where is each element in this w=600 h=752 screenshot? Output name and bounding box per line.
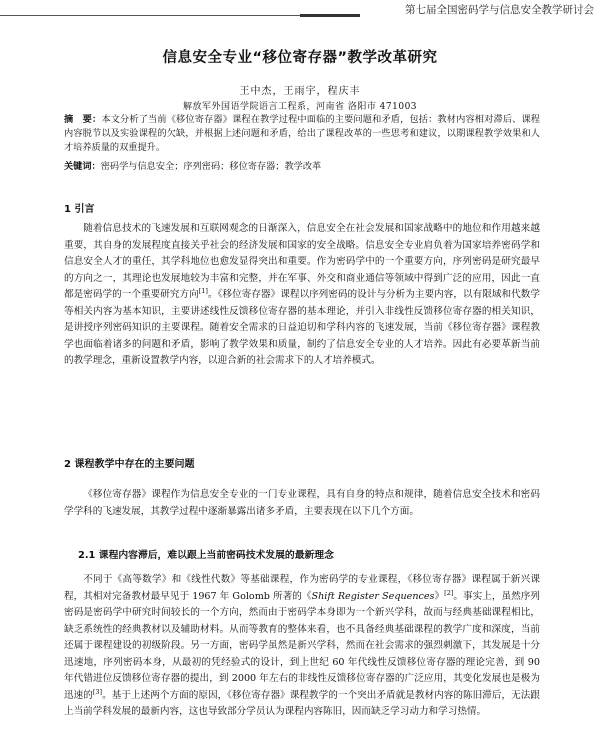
paper-authors: 王中杰，王雨宇，程庆丰 (239, 86, 361, 97)
abstract-label: 摘 要： (64, 114, 102, 125)
citation: [2] (444, 588, 454, 597)
citation: [3] (92, 687, 103, 696)
paragraph-text-cont: 。事实上，虽然序列密码是密码学中研究时间较长的一个方向，然而由于密码学本身即为一个新兴学科，故而与经典基础课程相比，缺乏系统性的经典教材以及辅助材料。从而等教育的整体来看，也不具备经典基础课程的教学广度和深度，当前还属于课程建设的初级阶段。另一方面，密码学虽然是新兴学科，然而在社会需求的强烈刺激下，其发展是十分迅速地，序列密码本身，从最初的凭经验式的设计，到上世纪 60 年代线性反馈移位寄存器的理论完善，到 90 年代错进位反馈移位寄存器的提出，到 2000 年左右的非线性反馈移位寄存器的广泛应用，其变化发展也是极为迅速的 (64, 590, 541, 701)
book-close: 》 (434, 590, 445, 602)
paragraph-text: 不同于《高等数学》和《线性代数》等基础课程，作为密码学的专业课程，《移位寄存器》课程属于新兴课程，其相对完备教材最早见于 1967 年 Golomb 所著的《 (64, 574, 540, 602)
section-2-heading: 2 课程教学中存在的主要问题 (64, 459, 195, 470)
running-title: 第七届全国密码学与信息安全教学研讨会 (405, 4, 594, 16)
keywords-label: 关键词： (64, 161, 101, 172)
paragraph-text-end: 。基于上述两个方面的原因，《移位寄存器》课程教学的一个突出矛盾就是教材内容的陈旧滞后，无法跟上当前学科发展的最新内容，这也导致部分学员认为课程内容陈旧，因而缺乏学习动力和学习热情。 (64, 689, 540, 717)
paper-affiliation: 解放军外国语学院语言工程系，河南省 洛阳市 471003 (182, 102, 418, 112)
paper-title: 信息安全专业“移位寄存器”教学改革研究 (162, 50, 438, 66)
keywords-text: 密码学与信息安全；序列密码；移位寄存器；教学改革 (100, 161, 322, 172)
section-2-paragraph: 《移位寄存器》课程作为信息安全专业的一门专业课程，具有自身的特点和规律，随着信息安全技术和密码学学科的飞速发展，其教学过程中逐渐暴露出诸多矛盾，主要表现在以下几个方面。 (64, 489, 540, 517)
keywords (64, 160, 540, 174)
header-rule (0, 15, 340, 16)
subsection-2-1-paragraph (64, 572, 540, 721)
abstract (64, 113, 540, 155)
header-rule-accent (300, 14, 360, 17)
section-1-heading: 1 引言 (64, 204, 95, 215)
subsection-2-1-heading: 2.1 课程内容滞后，难以跟上当前密码技术发展的最新理念 (78, 550, 334, 561)
paragraph-text: 随着信息技术的飞速发展和互联网观念的日渐深入，信息安全在社会发展和国家战略中的地位和作用越来越重要，其自身的发展程度直接关乎社会的经济发展和国家的安全战略。信息安全专业肩负着为国家培养密码学和信息安全人才的重任，其学科地位也愈发显得突出和重要。作为密码学中的一个重要方向，序列密码是研究最早的方向之一，其理论也发展地较为丰富和完整，并在军事、外交和商业通信等领域中得到广泛的应用，因此一直都是密码学的一个重要研究方向 (64, 223, 540, 300)
book-title: Shift Register Sequences (311, 590, 435, 602)
abstract-text: 本文分析了当前《移位寄存器》课程在教学过程中面临的主要问题和矛盾，包括：教材内容相对滞后、课程内容脱节以及实验课程的欠缺，并根据上述问题和矛盾，给出了课程改革的一些思考和建议，以期课程教学效果和人才培养质量的双重提升。 (64, 114, 541, 153)
citation: [1] (198, 286, 208, 295)
paragraph-text-cont: 。《移位寄存器》课程以序列密码的设计与分析为主要内容，以有限域和代数学等相关内容为基本知识，主要讲述线性反馈移位寄存器的基本理论，并引入非线性反馈移位寄存器的相关知识，是讲授序列密码知识的主要课程。随着安全需求的日益迫切和学科内容的飞速发展，当前《移位寄存器》课程教学也面临着诸多的问题和矛盾，影响了教学效果和质量，制约了信息安全专业的人才培养。因此有必要革新当前的教学理念，重新设置教学内容，以迎合新的社会需求下的人才培养模式。 (64, 289, 541, 366)
section-1-paragraph (64, 221, 540, 370)
